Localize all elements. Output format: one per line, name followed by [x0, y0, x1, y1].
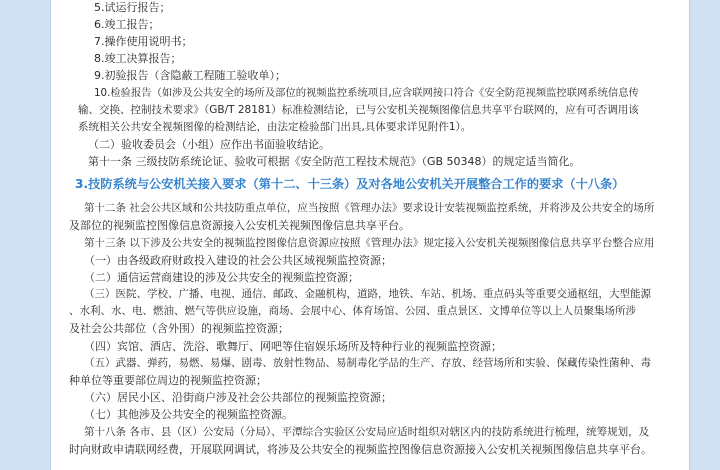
- section-heading: 3.技防系统与公安机关接入要求（第十二、十三条）及对各地公安机关开展整合工作的要求（十八条）: [75, 177, 625, 191]
- list-item: 8.竣工决算报告；: [94, 52, 182, 65]
- list-item: 9.初验报告（含隐蔽工程随工验收单）；: [94, 69, 286, 82]
- paragraph: 第十二条 社会公共区域和公共技防重点单位，应当按照《管理办法》要求设计安装视频监控系统，并将涉及公共安全的场所: [84, 202, 655, 214]
- list-item: 10.检验报告（如涉及公共安全的场所及部位的视频监控系统项目,应含联网接口符合《安全防范视频监控联网系统信息传: [94, 87, 639, 99]
- list-item: （七）其他涉及公共安全的视频监控资源。: [84, 408, 293, 421]
- list-item-continuation: 、水利、水、电、燃油、燃气等供应设施，商场、会展中心、体育场馆、公园、重点景区、文博单位等以上人员聚集场所涉: [69, 305, 636, 317]
- paragraph: 第十八条 各市、县（区）公安局（分局）、平潭综合实验区公安局应适时组织对辖区内的技防系统进行梳理，统筹规划，及: [84, 426, 650, 438]
- list-item: 6.竣工报告；: [94, 18, 160, 31]
- paragraph: 第十一条 三级技防系统论证、验收可根据《安全防范工程技术规范》（GB 50348）的规定适当简化。: [88, 155, 581, 168]
- list-item: （三）医院、学校、广播、电视、通信、邮政、金融机构，道路，地铁、车站、机场、重点码头等重要交通枢纽，大型能源: [84, 288, 651, 300]
- list-item-continuation: 及社会公共部位（含外围）的视频监控资源；: [69, 322, 289, 335]
- document-page: [50, 0, 690, 470]
- list-item: （二）通信运营商建设的涉及公共安全的视频监控资源；: [84, 271, 359, 284]
- list-item-continuation: 种单位等重要部位周边的视频监控资源；: [69, 374, 267, 387]
- list-item-continuation: 输、交换、控制技术要求》（GB/T 28181）标准检测结论，已与公安机关视频图像信息共享平台联网的，应有可否调用该: [78, 104, 639, 116]
- paragraph-continuation: 及部位的视频监控图像信息资源接入公安机关视频图像信息共享平台。: [69, 219, 410, 232]
- paragraph: （二）验收委员会（小组）应作出书面验收结论。: [88, 138, 330, 151]
- paragraph: 第十三条 以下涉及公共安全的视频监控图像信息资源应按照《管理办法》规定接入公安机关视频图像信息共享平台整合应用: [84, 237, 655, 249]
- list-item-continuation: 系统相关公共安全视频图像的检测结论，由法定检验部门出具,具体要求详见附件1）。: [78, 121, 472, 133]
- list-item: 7.操作使用说明书；: [94, 35, 193, 48]
- list-item: 5.试运行报告；: [94, 1, 171, 14]
- list-item: （五）武器、弹药，易燃、易爆、剧毒、放射性物品、易制毒化学品的生产、存放、经营场所和实验、保藏传染性菌种、毒: [84, 357, 651, 369]
- list-item: （六）居民小区、沿街商户涉及社会公共部位的视频监控资源；: [84, 391, 392, 404]
- list-item: （四）宾馆、酒店、洗浴、歌舞厅、网吧等住宿娱乐场所及特种行业的视频监控资源；: [84, 340, 502, 353]
- paragraph-continuation: 时向财政申请联网经费，开展联网调试，将涉及公共安全的视频监控图像信息资源接入公安机关视频图像信息共享平台。: [69, 443, 652, 456]
- list-item: （一）由各级政府财政投入建设的社会公共区域视频监控资源；: [84, 254, 392, 267]
